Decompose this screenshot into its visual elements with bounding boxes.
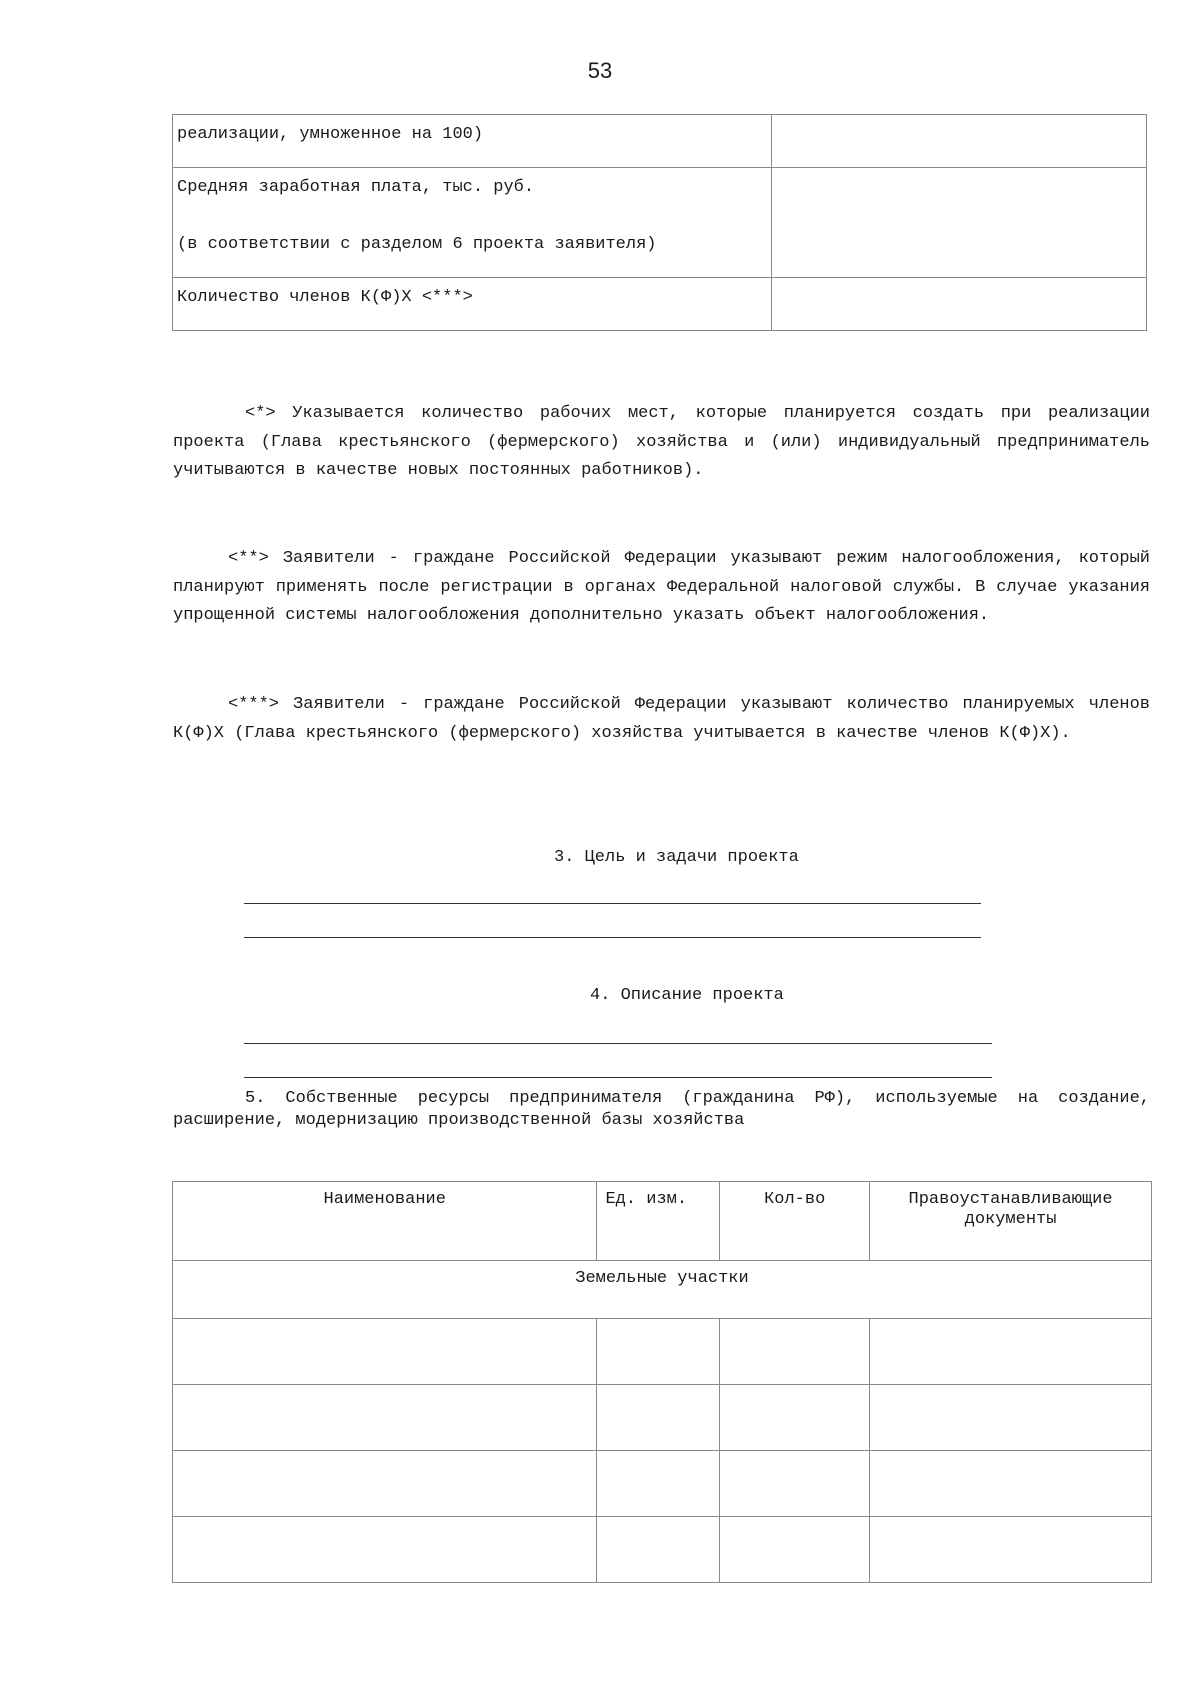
page-number: 53 bbox=[587, 58, 613, 83]
column-header-documents: Правоустанавливающие документы bbox=[870, 1182, 1152, 1261]
column-header-quantity: Кол-во bbox=[720, 1182, 870, 1261]
table-cell[interactable] bbox=[870, 1319, 1152, 1385]
table-cell[interactable] bbox=[720, 1385, 870, 1451]
section-5-text: 5. Собственные ресурсы предпринимателя (гражданина РФ), используемые на создание, расширение, модернизацию производственной базы хозяйства bbox=[173, 1089, 1150, 1130]
table-cell[interactable] bbox=[173, 1517, 597, 1583]
table-row bbox=[173, 1319, 1152, 1385]
table-cell-label: Количество членов К(Ф)Х <***> bbox=[173, 278, 772, 331]
table-cell[interactable] bbox=[597, 1517, 720, 1583]
section-3-underline bbox=[244, 903, 981, 904]
table-section-row bbox=[173, 1261, 1152, 1319]
table-cell[interactable] bbox=[870, 1517, 1152, 1583]
table-header-row bbox=[173, 1182, 1152, 1261]
indicators-table bbox=[172, 114, 1147, 331]
section-3-heading: 3. Цель и задачи проекта bbox=[554, 848, 799, 867]
table-cell[interactable] bbox=[597, 1385, 720, 1451]
table-cell-value[interactable] bbox=[772, 168, 1147, 278]
section-3-underline bbox=[244, 937, 981, 938]
table-row bbox=[173, 1451, 1152, 1517]
own-resources-table bbox=[172, 1181, 1152, 1583]
average-salary-note: (в соответствии с разделом 6 проекта заявителя) bbox=[177, 235, 657, 254]
column-header-unit: Ед. изм. bbox=[597, 1182, 720, 1261]
section-4-underline bbox=[244, 1077, 992, 1078]
table-row bbox=[173, 115, 1147, 168]
table-row bbox=[173, 1517, 1152, 1583]
table-cell-label bbox=[173, 168, 772, 278]
footnote-1: <*> Указывается количество рабочих мест, которые планируется создать при реализации проекта (Глава крестьянского (фермерского) хозяйства и (или) индивидуальный предприниматель учитываются в качестве новых постоянных работников). bbox=[173, 404, 1150, 480]
table-cell-value[interactable] bbox=[772, 278, 1147, 331]
table-row bbox=[173, 278, 1147, 331]
table-cell-label: реализации, умноженное на 100) bbox=[173, 115, 772, 168]
section-4-underline bbox=[244, 1043, 992, 1044]
table-cell[interactable] bbox=[720, 1319, 870, 1385]
footnote-2: <**> Заявители - граждане Российской Федерации указывают режим налогообложения, который планируют применять после регистрации в органах Федеральной налоговой службы. В случае указания упрощенной системы налогообложения дополнительно указать объект налогообложения. bbox=[173, 549, 1150, 625]
footnote-3: <***> Заявители - граждане Российской Федерации указывают количество планируемых членов К(Ф)Х (Глава крестьянского (фермерского) хозяйства учитывается в качестве членов К(Ф)Х). bbox=[173, 695, 1150, 743]
column-header-name: Наименование bbox=[173, 1182, 597, 1261]
table-cell-value[interactable] bbox=[772, 115, 1147, 168]
table-cell[interactable] bbox=[173, 1319, 597, 1385]
table-cell[interactable] bbox=[720, 1451, 870, 1517]
land-plots-section: Земельные участки bbox=[173, 1261, 1152, 1319]
table-cell[interactable] bbox=[173, 1385, 597, 1451]
table-cell[interactable] bbox=[870, 1385, 1152, 1451]
table-cell[interactable] bbox=[870, 1451, 1152, 1517]
table-row bbox=[173, 1385, 1152, 1451]
section-4-heading: 4. Описание проекта bbox=[590, 986, 784, 1005]
table-cell[interactable] bbox=[597, 1451, 720, 1517]
average-salary-label: Средняя заработная плата, тыс. руб. bbox=[177, 178, 535, 197]
table-cell[interactable] bbox=[173, 1451, 597, 1517]
table-row bbox=[173, 168, 1147, 278]
table-cell[interactable] bbox=[597, 1319, 720, 1385]
table-cell[interactable] bbox=[720, 1517, 870, 1583]
